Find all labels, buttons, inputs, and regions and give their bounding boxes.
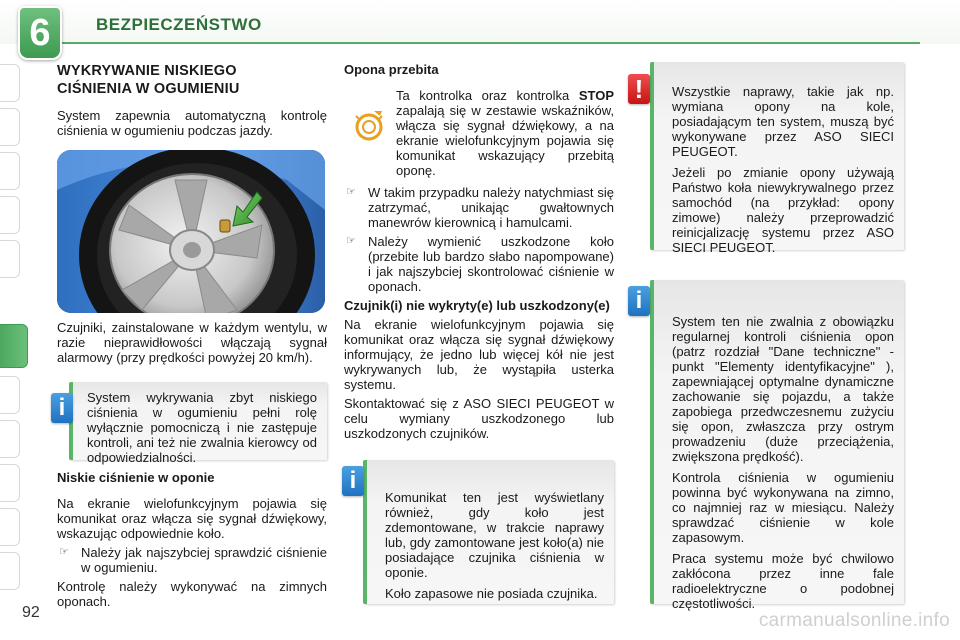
info-box-message-p1: Komunikat ten jest wyświetlany również, gdy koło jest zdemontowane, w trakcie naprawy lub, gdy zamontowane jest koło(a) nie posiadające czujnika ciśnienia w oponie. (385, 490, 604, 580)
side-tab-1[interactable] (0, 64, 20, 102)
low-pressure-bullet: ☞ Należy jak najszybciej sprawdzić ciśnienie w ogumieniu. (57, 545, 327, 575)
warning-icon: ! (628, 74, 650, 104)
sensors-text: Czujniki, zainstalowane w każdym wentylu, w razie nieprawidłowości włączają sygnał alarmowy (przy prędkości powyżej 20 km/h). (57, 320, 327, 365)
warning-lamp-text (396, 88, 614, 178)
low-pressure-text: Na ekranie wielofunkcyjnym pojawia się komunikat oraz włącza się sygnał dźwiękowy, wskazując odpowiednie koło. (57, 496, 327, 541)
low-pressure-note: Kontrolę należy wykonywać na zimnych oponach. (57, 579, 327, 609)
page-number: 92 (22, 604, 40, 621)
side-tab-9[interactable] (0, 464, 20, 502)
chapter-number-tab[interactable]: 6 (18, 6, 62, 60)
sensor-text-2: Skontaktować się z ASO SIECI PEUGEOT w celu wymiany uszkodzonego lub uszkodzonych czujników. (344, 396, 614, 441)
info-icon: i (628, 286, 650, 316)
sensor-text-1: Na ekranie wielofunkcyjnym pojawia się komunikat oraz włącza się sygnał dźwiękowy informujący, że jedno lub więcej kół nie jest wykrywanych lub, że wystąpiła usterka systemu. (344, 317, 614, 392)
warning-box-repairs (650, 62, 904, 255)
warning-box-p1: Wszystkie naprawy, takie jak np. wymiana opony na kole, posiadającym ten system, muszą być wykonywane przez ASO SIECI PEUGEOT. (672, 84, 894, 159)
info-icon: i (342, 466, 364, 496)
info-box-regular-checks (650, 280, 904, 611)
lamp-text-before: Ta kontrolka oraz kontrolka (396, 88, 570, 103)
warning-box-p2: Jeżeli po zmianie opony używają Państwo koła niewykrywalnego przez samochód (na przykład: opony zimowe) należy przeprowadzić reinicjalizację systemu przez ASO SIECI PEUGEOT. (672, 165, 894, 255)
info-box-assist-text: System wykrywania zbyt niskiego ciśnienia w ogumieniu pełni rolę wyłącznie pomocniczą i nie zastępuje kontroli, ani też nie zwalnia kierowcy od odpowiedzialności. (87, 390, 317, 465)
tyre-pressure-warning-lamp-icon (350, 108, 388, 144)
info-box-checks-p3: Praca systemu może być chwilowo zakłócona przez inne fale radioelektryczne o podobnej częstotliwości. (672, 551, 894, 611)
middle-column (344, 62, 614, 441)
puncture-heading: Opona przebita (344, 62, 439, 77)
info-box-assist (69, 382, 327, 465)
lamp-text-stop: STOP (578, 88, 614, 103)
puncture-bullet-2: ☞ Należy wymienić uszkodzone koło (przebite lub bardzo słabo napompowane) i jak najszybciej skontrolować ciśnienie w oponach. (344, 234, 614, 294)
info-box-checks-p2: Kontrola ciśnienia w ogumieniu powinna być wykonywana na zimno, co najmniej raz w miesiącu. Należy sprawdzać ciśnienie w kole zapasowym. (672, 470, 894, 545)
side-tab-5[interactable] (0, 240, 20, 278)
section-title-line2: CIŚNIENIA W OGUMIENIU (57, 81, 240, 97)
intro-text: System zapewnia automatyczną kontrolę ciśnienia w ogumieniu podczas jazdy. (57, 108, 327, 138)
header-divider (60, 42, 920, 44)
info-box-checks-p1: System ten nie zwalnia z obowiązku regularnej kontroli ciśnienia opon (patrz rozdział "Dane techniczne" - punkt "Elementy identyfikacyjne" ), zapewniającej optymalne dynamiczne zachowanie się pojazdu, a także zapobiega przedwczesnemu zużyciu się opon, zwłaszcza przy ostrym prowadzeniu (duże przeciążenia, zwiększona prędkość). (672, 314, 894, 464)
side-tab-6-active[interactable] (0, 324, 28, 368)
side-tab-11[interactable] (0, 552, 20, 590)
sensor-heading: Czujnik(i) nie wykryty(e) lub uszkodzony(e) (344, 298, 610, 313)
wheel-illustration (57, 150, 325, 313)
side-tab-7[interactable] (0, 376, 20, 414)
lamp-text-after: zapalają się w zestawie wskaźników, włącza się sygnał dźwiękowy, a na ekranie wielofunkcyjnym pojawia się komunikat wskazujący przebitą oponę. (396, 103, 614, 178)
puncture-bullet-1: ☞ W takim przypadku należy natychmiast się zatrzymać, unikając gwałtownych manewrów kierownicą i hamulcami. (344, 185, 614, 230)
left-column-top (57, 62, 327, 138)
info-icon: i (51, 393, 73, 423)
left-column-middle (57, 320, 327, 365)
side-tab-8[interactable] (0, 420, 20, 458)
side-tab-4[interactable] (0, 196, 20, 234)
side-tab-2[interactable] (0, 108, 20, 146)
section-title-line1: WYKRYWANIE NISKIEGO (57, 63, 237, 79)
side-tab-10[interactable] (0, 508, 20, 546)
left-column-bottom (57, 470, 327, 609)
info-box-message-p2: Koło zapasowe nie posiada czujnika. (385, 586, 598, 601)
wheel-valve-photo (57, 150, 325, 313)
side-tab-3[interactable] (0, 152, 20, 190)
chapter-title: BEZPIECZEŃSTWO (96, 15, 262, 34)
info-box-message (363, 460, 614, 604)
low-pressure-heading: Niskie ciśnienie w oponie (57, 470, 215, 485)
watermark: carmanualsonline.info (758, 610, 950, 631)
warning-lamp-block (344, 88, 614, 178)
